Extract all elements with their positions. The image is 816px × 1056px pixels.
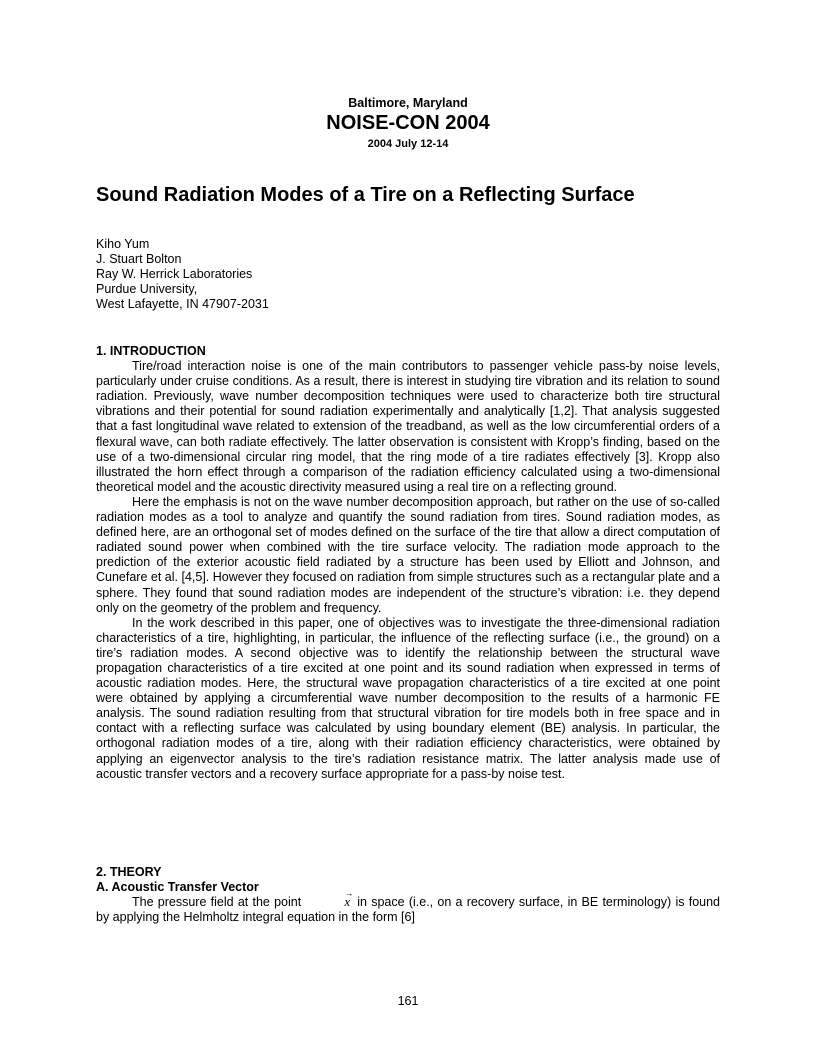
author-name: J. Stuart Bolton	[96, 252, 182, 267]
section-theory	[96, 865, 720, 925]
paragraph: Tire/road interaction noise is one of the main contributors to passenger vehicle pass-by noise levels, particularly under cruise conditions. As a result, there is interest in studying tire vibration and its relation to sound radiation. Previously, wave number decomposition techniques were used to characterize both tire structural vibrations and their potential for sound radiation experimentally and analytically [1,2]. That analysis suggested that a fast longitudinal wave related to extension of the treadband, as well as the low circumferential orders of a flexural wave, can both radiate effectively. The latter observation is consistent with Kropp’s finding, based on the use of a two-dimensional circular ring model, that the ring mode of a tire radiates effectively [3]. Kropp also illustrated the horn effect through a comparison of the radiation efficiency calculated using a two-dimensional theoretical model and the acoustic directivity measured using a real tire on a reflecting ground.	[96, 359, 720, 494]
paragraph-text: The pressure field at the point	[132, 895, 302, 910]
author-block	[96, 237, 696, 312]
paragraph-text: in space (i.e., on a recovery surface, in BE terminology) is found by applying the Helmholtz integral equation in the form [6]	[96, 895, 721, 925]
section-heading: 2. THEORY	[96, 865, 162, 879]
affiliation-address: West Lafayette, IN 47907-2031	[96, 297, 269, 312]
section-heading: 1. INTRODUCTION	[96, 344, 206, 358]
affiliation-university: Purdue University,	[96, 282, 198, 297]
conference-location: Baltimore, Maryland	[348, 96, 468, 110]
paper-title: Sound Radiation Modes of a Tire on a Reflecting Surface	[96, 184, 635, 206]
paragraph	[96, 895, 720, 925]
affiliation-lab: Ray W. Herrick Laboratories	[96, 267, 253, 282]
page-number: 161	[397, 994, 419, 1008]
paragraph: In the work described in this paper, one of objectives was to investigate the three-dimensional radiation characteristics of a tire, highlighting, in particular, the influence of the reflecting surface (i.e., the ground) on a tire’s radiation modes. A second objective was to identify the relationship between the structural wave propagation characteristics of a tire excited at one point and its sound radiation when expressed in terms of acoustic radiation modes. Here, the structural wave propagation characteristics of a tire excited at one point were obtained by applying a circumferential wave number decomposition to the results of a harmonic FE analysis. The sound radiation resulting from that structural vibration for tire models both in free space and in contact with a reflecting surface was calculated by using boundary element (BE) analysis. In particular, the orthogonal radiation modes of a tire, along with their radiation efficiency characteristics, were obtained by applying an eigenvector analysis to the tire’s radiation resistance matrix. The latter analysis made use of acoustic transfer vectors and a recovery surface appropriate for a pass-by noise test.	[96, 615, 720, 781]
position-vector-symbol: → x	[308, 895, 350, 910]
author-name: Kiho Yum	[96, 237, 150, 251]
subsection-heading: A. Acoustic Transfer Vector	[96, 880, 259, 895]
section-introduction	[96, 344, 720, 782]
conference-name: NOISE-CON 2004	[326, 112, 490, 134]
paragraph: Here the emphasis is not on the wave number decomposition approach, but rather on the use of so-called radiation modes as a tool to analyze and quantify the sound radiation from tires. Sound radiation modes, as defined here, are an orthogonal set of modes defined on the surface of the tire that allow a direct computation of radiated sound power when combined with the tire surface velocity. The radiation mode approach to the prediction of the exterior acoustic field radiated by a structure has been used by Elliott and Johnson, and Cunefare et al. [4,5]. However they focused on radiation from simple structures such as a rectangular plate and a sphere. They found that sound radiation modes are independent of the structure’s vibration: i.e. they depend only on the geometry of the problem and frequency.	[96, 494, 720, 615]
conference-dates: 2004 July 12-14	[367, 138, 449, 150]
